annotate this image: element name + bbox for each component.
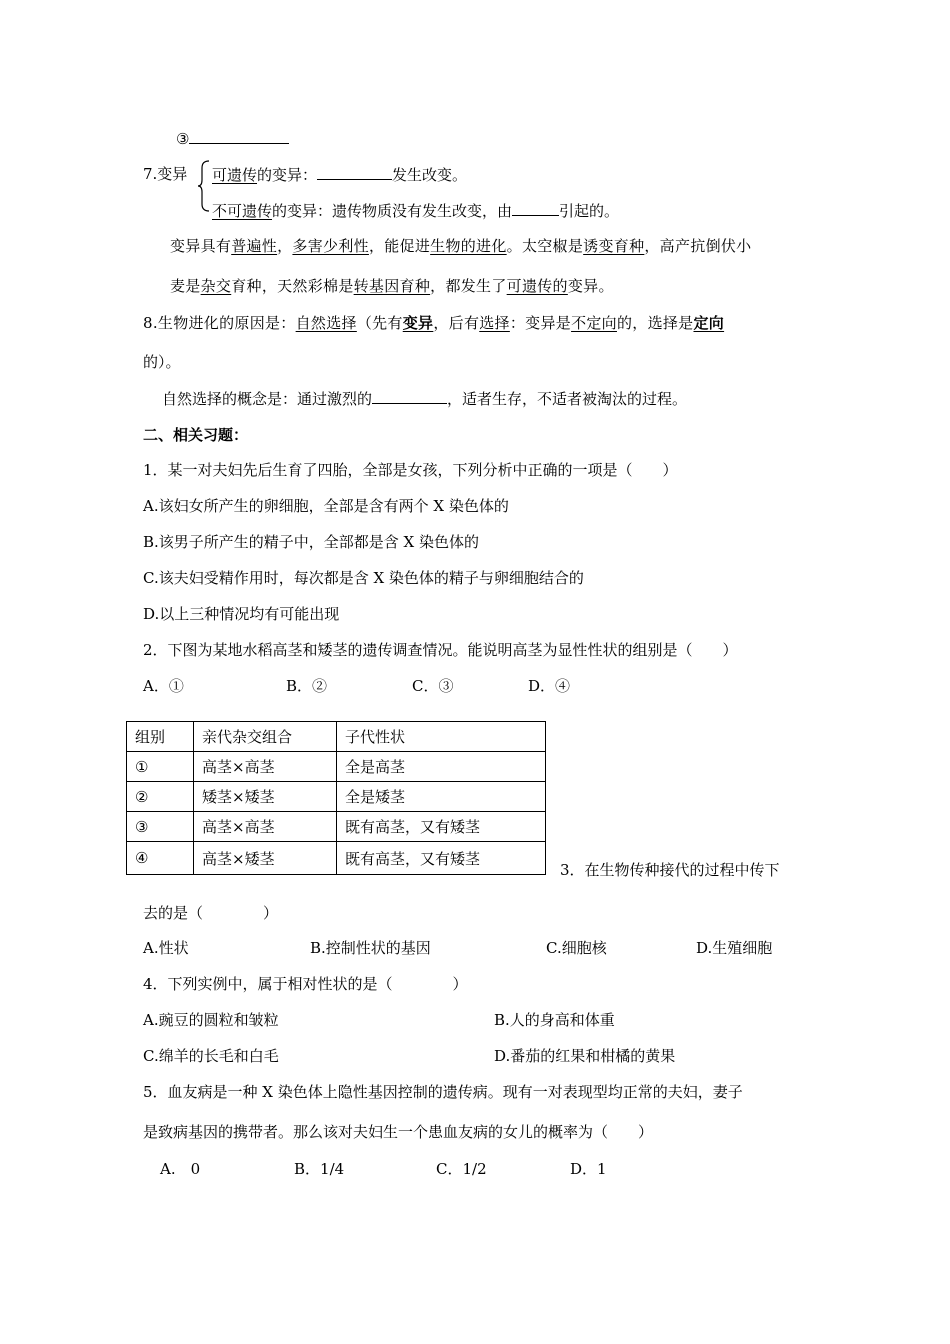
q3-option-b: B.控制性状的基因	[310, 939, 431, 957]
table-cell: 既有高茎，又有矮茎	[337, 812, 546, 842]
q2-option-b: B．②	[286, 677, 328, 695]
q2-stem: 2．下图为某地水稻高茎和矮茎的遗传调查情况。能说明高茎为显性性状的组别是（ ）	[143, 641, 738, 659]
table-row	[127, 812, 546, 842]
term: 转基因育种	[353, 277, 431, 295]
text: ，高产抗倒伏小	[644, 237, 752, 255]
term: 生物的进化	[430, 237, 507, 255]
table-cell: ②	[127, 782, 194, 812]
q5-stem-line-1: 5．血友病是一种 X 染色体上隐性基因控制的遗传病。现有一对表现型均正常的夫妇，妻子	[143, 1083, 743, 1101]
q3-option-c: C.细胞核	[546, 939, 607, 957]
q1-option-c: C.该夫妇受精作用时，每次都是含 X 染色体的精子与卵细胞结合的	[143, 569, 584, 587]
text: 的，选择是	[616, 314, 694, 332]
q2-option-c: C．③	[412, 677, 454, 695]
heredity-table	[126, 721, 546, 875]
non-heritable-tail: 引起的。	[559, 202, 620, 220]
heritable-term: 可遗传	[212, 166, 258, 184]
table-header-row	[127, 722, 546, 752]
q5-option-a: A. 0	[160, 1160, 201, 1178]
term: 变异	[402, 314, 434, 332]
text: 。太空椒是	[506, 237, 584, 255]
text: 育种，天然彩棉是	[231, 277, 354, 295]
table-cell: 全是高茎	[337, 752, 546, 782]
s8-line-1	[143, 313, 724, 333]
heritable-tail: 发生改变。	[392, 166, 468, 184]
q3-option-d: D.生殖细胞	[696, 939, 773, 957]
text: ，都发生了	[430, 277, 507, 295]
non-heritable-term: 不可遗传	[212, 202, 273, 220]
answer-blank	[512, 200, 559, 216]
text: ，后有	[433, 314, 480, 332]
text: 变异具有	[170, 237, 232, 255]
term: 杂交	[200, 277, 232, 295]
q5-stem-line-2: 是致病基因的携带者。那么该对夫妇生一个患血友病的女儿的概率为（ ）	[143, 1123, 654, 1141]
q1-option-a: A.该妇女所产生的卵细胞，全部是含有两个 X 染色体的	[143, 497, 509, 515]
table-cell: 高茎×高茎	[194, 812, 337, 842]
q2-option-d: D．④	[528, 677, 571, 695]
non-heritable-text: 的变异：遗传物质没有发生改变，由	[272, 202, 513, 220]
text: （先有	[356, 314, 403, 332]
q1-stem: 1．某一对夫妇先后生育了四胎，全部是女孩，下列分析中正确的一项是（ ）	[143, 461, 678, 479]
text: 8.生物进化的原因是：	[143, 314, 296, 332]
text: 麦是	[170, 277, 201, 295]
q4-option-a: A.豌豆的圆粒和皱粒	[143, 1011, 279, 1029]
term: 诱变育种	[583, 237, 645, 255]
brace-icon	[197, 160, 211, 212]
q3-stem-part-2: 去的是（ ）	[143, 904, 279, 922]
table-header: 亲代杂交组合	[194, 722, 337, 752]
s8-line-3	[162, 388, 687, 409]
section-title: 二、相关习题：	[143, 426, 249, 444]
text: 变异。	[567, 277, 614, 295]
answer-blank	[317, 164, 392, 180]
s7-paragraph-line-1	[170, 236, 751, 256]
q4-option-c: C.绵羊的长毛和白毛	[143, 1047, 279, 1065]
text: ：变异是	[509, 314, 572, 332]
s7-number: 7.变异	[143, 165, 188, 183]
heritable-text: 的变异：	[257, 166, 318, 184]
term: 多害少利性	[292, 237, 369, 255]
s8-line-2: 的）。	[143, 353, 181, 371]
q3-stem-part-1: 3．在生物传种接代的过程中传下	[560, 861, 780, 879]
table-cell: ①	[127, 752, 194, 782]
table-cell: 既有高茎，又有矮茎	[337, 842, 546, 875]
table-cell: ③	[127, 812, 194, 842]
q3-option-a: A.性状	[143, 939, 189, 957]
text: 自然选择的概念是：通过激烈的	[162, 390, 373, 408]
term: 自然选择	[295, 314, 357, 332]
table-row	[127, 782, 546, 812]
s7-paragraph-line-2	[170, 276, 614, 296]
text: ，适者生存，不适者被淘汰的过程。	[447, 390, 688, 408]
text: ，能促进	[368, 237, 431, 255]
table-cell: 高茎×矮茎	[194, 842, 337, 875]
answer-blank	[189, 128, 289, 144]
table-cell: 矮茎×矮茎	[194, 782, 337, 812]
item-3-line	[176, 128, 289, 149]
q4-option-d: D.番茄的红果和柑橘的黄果	[494, 1047, 676, 1065]
q4-stem: 4．下列实例中，属于相对性状的是（ ）	[143, 975, 468, 993]
term: 选择	[479, 314, 510, 332]
table-cell: 高茎×高茎	[194, 752, 337, 782]
q1-option-b: B.该男子所产生的精子中，全部都是含 X 染色体的	[143, 533, 480, 551]
table-row	[127, 752, 546, 782]
item-3-marker: ③	[176, 130, 190, 148]
term: 可遗传的	[506, 277, 568, 295]
table-header: 组别	[127, 722, 194, 752]
non-heritable-variation-line	[212, 200, 619, 221]
heritable-variation-line	[212, 164, 467, 185]
term: 定向	[693, 314, 725, 332]
term: 不定向	[571, 314, 617, 332]
answer-blank	[372, 388, 447, 404]
q2-option-a: A．①	[143, 677, 184, 695]
term: 普遍性	[231, 237, 278, 255]
q4-option-b: B.人的身高和体重	[494, 1011, 615, 1029]
table-cell: ④	[127, 842, 194, 875]
table-row	[127, 842, 546, 875]
q5-option-c: C．1/2	[436, 1160, 487, 1178]
q5-option-d: D．1	[570, 1160, 607, 1178]
q5-option-b: B．1/4	[294, 1160, 345, 1178]
table-header: 子代性状	[337, 722, 546, 752]
text: ，	[277, 237, 293, 255]
q1-option-d: D.以上三种情况均有可能出现	[143, 605, 340, 623]
table-cell: 全是矮茎	[337, 782, 546, 812]
